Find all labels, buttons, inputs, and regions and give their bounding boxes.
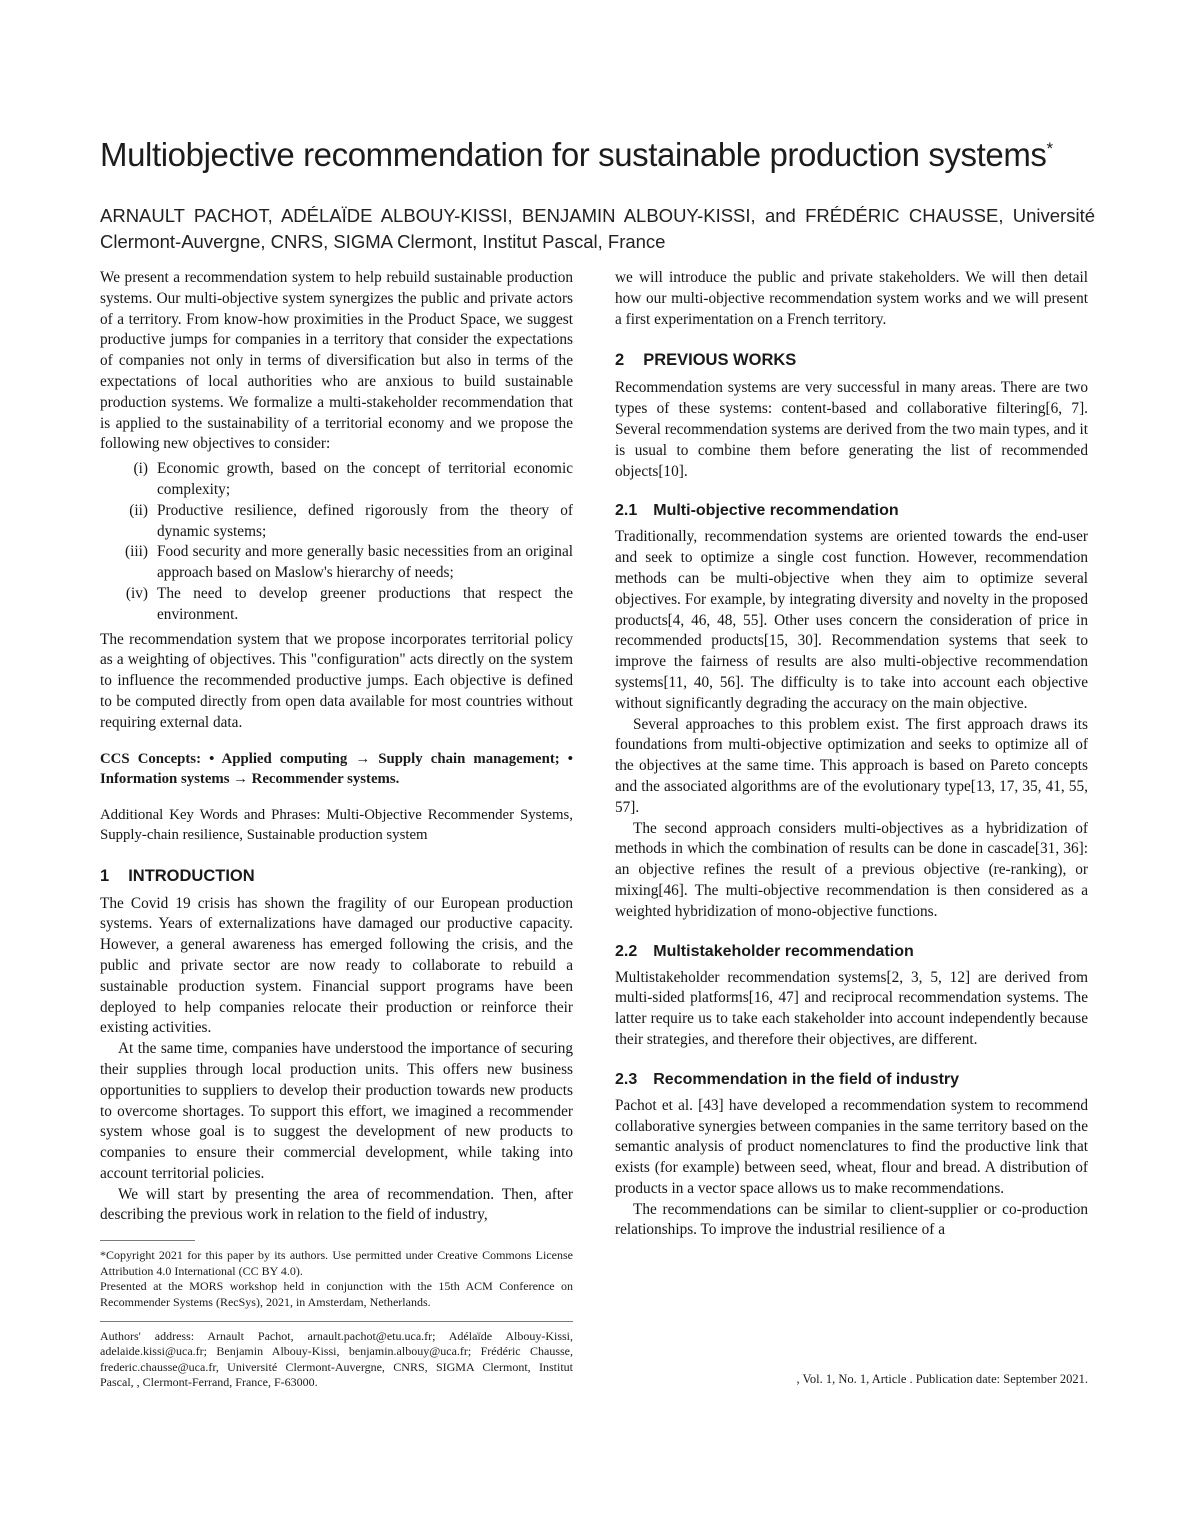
section-number: 2 bbox=[615, 351, 625, 370]
subsection-2-3-paragraph-2: The recommendations can be similar to client-supplier or co-production relationships. To improve the industrial resilience of a bbox=[615, 1200, 1088, 1239]
ccs-concepts: CCS Concepts: • Applied computing → Supply chain management; • Information systems → Recommender systems. bbox=[100, 750, 573, 788]
section-heading-previous-works bbox=[615, 351, 1088, 370]
footnote-separator-rule bbox=[100, 1240, 195, 1241]
list-marker: (i) bbox=[133, 460, 148, 478]
list-item bbox=[100, 584, 573, 626]
section-number: 1 bbox=[100, 866, 110, 885]
address-separator-rule bbox=[100, 1321, 573, 1322]
subsection-title: Recommendation in the field of industry bbox=[653, 1070, 960, 1088]
list-marker: (iii) bbox=[125, 543, 148, 561]
list-item-text: The need to develop greener productions that respect the environment. bbox=[157, 584, 573, 623]
intro-paragraph-2: At the same time, companies have understood the importance of securing their supplies through local production units. This offers new business opportunities to suppliers to develop their production towards new products to overcome shortages. To support this effort, we imagined a recommender system whose goal is to suggest the development of new products to companies to ensure their commercial development, while taking into account territorial policies. bbox=[100, 1040, 573, 1182]
list-item bbox=[100, 459, 573, 501]
objectives-list bbox=[100, 459, 573, 625]
list-item bbox=[100, 501, 573, 543]
list-item-text: Food security and more generally basic necessities from an original approach based on Maslow's hierarchy of needs; bbox=[157, 543, 573, 582]
title-block bbox=[100, 136, 1095, 174]
abstract-paragraph-2: The recommendation system that we propose incorporates territorial policy as a weighting of objectives. This "configuration" acts directly on the system to influence the recommended productive jumps. Each objective is defined to be computed directly from open data available for most countries without requiring external data. bbox=[100, 630, 573, 731]
subsection-heading-2-3 bbox=[615, 1071, 1088, 1089]
list-item bbox=[100, 542, 573, 584]
intro-paragraph-3-continued: we will introduce the public and private stakeholders. We will then detail how our multi-objective recommendation system works and we will present a first experimentation on a French territory. bbox=[615, 269, 1088, 328]
subsection-number: 2.3 bbox=[615, 1070, 638, 1088]
subsection-2-2-paragraph-1: Multistakeholder recommendation systems[2, 3, 5, 12] are derived from multi-sided platforms[16, 47] and reciprocal recommendation systems. The latter require us to take each stakeholder into account independently because their strategies, and therefore their objectives, are different. bbox=[615, 968, 1088, 1048]
intro-paragraph-1: The Covid 19 crisis has shown the fragility of our European production systems. Years of externalizations have damaged our productive capacity. However, a general awareness has emerged following the crisis, and the public and private sector are now ready to collaborate to rebuild a sustainable production system. Financial support programs have been deployed to help companies relocate their production or reinforce their existing activities. bbox=[100, 894, 573, 1037]
subsection-2-1-paragraph-3: The second approach considers multi-objectives as a hybridization of methods in which the combination of results can be done in cascade[31, 36]: an objective refines the result of a previous objective (re-ranking), or mixing[46]. The multi-objective recommendation is then considered as a weighted hybridization of mono-objective functions. bbox=[615, 819, 1088, 920]
subsection-2-1-paragraph-2: Several approaches to this problem exist. The first approach draws its foundations from multi-objective optimization and seeks to optimize all of the objectives at the same time. This approach is based on Pareto concepts and the associated algorithms are of the evolutionary type[13, 17, 35, 41, 55, 57]. bbox=[615, 715, 1088, 816]
workshop-footnote: Presented at the MORS workshop held in conjunction with the 15th ACM Conference on Recommender Systems (RecSys), 2021, in Amsterdam, Netherlands. bbox=[100, 1279, 573, 1310]
authors-line bbox=[100, 203, 1095, 255]
subsection-heading-2-2 bbox=[615, 943, 1088, 961]
list-item-text: Economic growth, based on the concept of territorial economic complexity; bbox=[157, 460, 573, 498]
right-column bbox=[615, 268, 1088, 1391]
abstract-paragraph-1: We present a recommendation system to help rebuild sustainable production systems. Our multi-objective system synergizes the public and private actors of a territory. From know-how proximities in the Product Space, we suggest productive jumps for companies in a territory that consider the expectations of companies not only in terms of diversification but also in terms of the expectations of local authorities who are anxious to build sustainable production systems. We formalize a multi-stakeholder recommendation that is applied to the sustainability of a territorial economy and we propose the following new objectives to consider: bbox=[100, 269, 573, 453]
paper-title bbox=[100, 136, 1095, 174]
paper-title-text: Multiobjective recommendation for sustainable production systems bbox=[100, 136, 1047, 173]
section-title: PREVIOUS WORKS bbox=[643, 351, 797, 370]
author-affiliation: Université Clermont-Auvergne, CNRS, SIGMA Clermont, Institut Pascal, France bbox=[100, 205, 1095, 252]
subsection-number: 2.1 bbox=[615, 502, 638, 520]
subsection-2-3-paragraph-1: Pachot et al. [43] have developed a recommendation system to recommend collaborative synergies between companies in the same territory based on the semantic analysis of product nomenclatures to find the productive link that exists (for example) between seed, wheat, flour and bread. A distribution of products in a vector space allows us to make recommendations. bbox=[615, 1096, 1088, 1197]
section-heading-introduction bbox=[100, 867, 573, 886]
previous-works-paragraph: Recommendation systems are very successful in many areas. There are two types of these systems: content-based and collaborative filtering[6, 7]. Several recommendation systems are derived from the two main types, and it is usual to combine them before generating the list of recommended objects[10]. bbox=[615, 379, 1088, 480]
section-title: INTRODUCTION bbox=[128, 866, 255, 885]
subsection-title: Multistakeholder recommendation bbox=[653, 942, 914, 960]
copyright-footnote: *Copyright 2021 for this paper by its authors. Use permitted under Creative Commons License Attribution 4.0 International (CC BY 4.0). bbox=[100, 1248, 573, 1278]
subsection-heading-2-1 bbox=[615, 502, 1088, 520]
left-column bbox=[100, 268, 573, 1391]
subsection-2-1-paragraph-1: Traditionally, recommendation systems are oriented towards the end-user and seek to optimize a single cost function. However, recommendation methods can be multi-objective when they aim to optimize several objectives. For example, by integrating diversity and novelty in the proposed products[4, 46, 48, 55]. Other uses concern the consideration of price in recommended products[15, 30]. Recommendation systems that seek to improve the fairness of results are also multi-objective recommendation systems[11, 40, 56]. The difficulty is to take into account each objective without significantly degrading the accuracy on the main objective. bbox=[615, 528, 1088, 712]
authors-address: Authors' address: Arnault Pachot, arnault.pachot@etu.uca.fr; Adélaïde Albouy-Kissi, adelaide.kissi@uca.fr; Benjamin Albouy-Kissi, benjamin.albouy@uca.fr; Frédéric Chausse, frederic.chausse@uca.fr, Université Clermont-Auvergne, CNRS, SIGMA Clermont, Institut Pascal, , Clermont-Ferrand, France, F-63000. bbox=[100, 1328, 573, 1390]
list-marker: (ii) bbox=[129, 501, 148, 519]
list-marker: (iv) bbox=[125, 584, 148, 602]
subsection-number: 2.2 bbox=[615, 942, 638, 960]
list-item-text: Productive resilience, defined rigorously from the theory of dynamic systems; bbox=[157, 501, 573, 540]
keywords: Additional Key Words and Phrases: Multi-Objective Recommender Systems, Supply-chain resilience, Sustainable production system bbox=[100, 806, 573, 844]
author-names: ARNAULT PACHOT, ADÉLAÏDE ALBOUY-KISSI, BENJAMIN ALBOUY-KISSI, and FRÉDÉRIC CHAUSSE, bbox=[100, 205, 1004, 226]
title-footnote-marker: * bbox=[1046, 139, 1053, 158]
subsection-title: Multi-objective recommendation bbox=[653, 502, 899, 520]
intro-paragraph-3: We will start by presenting the area of recommendation. Then, after describing the previous work in relation to the field of industry, bbox=[100, 1185, 573, 1224]
two-column-body bbox=[100, 268, 1088, 1391]
publication-footer: , Vol. 1, No. 1, Article . Publication date: September 2021. bbox=[796, 1372, 1088, 1386]
